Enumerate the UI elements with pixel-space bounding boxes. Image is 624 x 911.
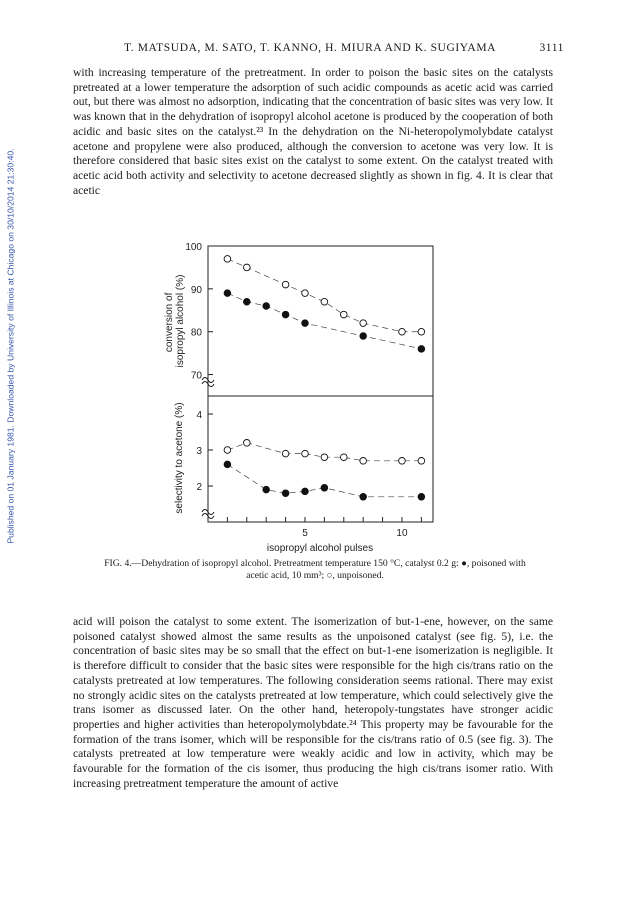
unpoisoned-point	[302, 290, 309, 297]
poisoned-point	[282, 490, 289, 497]
data-markers	[224, 256, 425, 501]
poisoned-point	[321, 485, 328, 492]
poisoned-point	[243, 298, 250, 305]
poisoned-point	[418, 346, 425, 353]
conversion-panel-frame	[208, 246, 433, 396]
conversion-y-label-line1: conversion of	[164, 292, 175, 353]
unpoisoned-point	[399, 458, 406, 465]
unpoisoned-point	[243, 440, 250, 447]
poisoned-point	[360, 333, 367, 340]
running-header	[124, 42, 564, 54]
unpoisoned-point	[282, 450, 289, 457]
page-number: 3111	[539, 42, 564, 54]
unpoisoned-point	[360, 320, 367, 327]
unpoisoned-point	[243, 264, 250, 271]
unpoisoned-point	[282, 281, 289, 288]
unpoisoned-point	[302, 450, 309, 457]
poisoned-point	[263, 303, 270, 310]
unpoisoned-point	[321, 298, 328, 305]
body-paragraph-bottom: acid will poison the catalyst to some extent. The isomerization of but-1-ene, however, on the same poisoned catalyst showed almost the same results as the unpoisoned catalyst (see fig. 5), i.e. the concentration of basic sites may be so small that the effect on but-1-ene isomerization is negligible. It is therefore difficult to consider that the basic sites were responsible for the high cis/trans ratio on the catalysts pretreated at low temperatures. The following consideration seems rational. There may exist no strongly acidic sites on the catalysts pretreated at low temperature, which could selectively give the trans isomer as discussed later. On the other hand, heteropoly-tungstates have stronger acidic properties and higher activities than heteropolymolybdate.²⁴ This property may be favourable for the formation of the trans isomer, which will be responsible for the cis/trans ratio of 0.5 (see fig. 3). The catalysts pretreated at low temperature were weakly acidic and low in activity, which may be favourable for the formation of the cis isomer, thus producing the high cis/trans isomer ratio. With increasing pretreatment temperature the amount of active	[73, 615, 553, 790]
y-tick-label: 80	[190, 327, 202, 339]
y-tick-label: 70	[190, 370, 202, 382]
poisoned-point	[282, 311, 289, 318]
poisoned-point	[418, 494, 425, 501]
figure-4-chart	[160, 236, 450, 556]
y-tick-label: 90	[190, 284, 202, 296]
x-axis-label: isopropyl alcohol pulses	[266, 543, 374, 554]
body-paragraph-top: with increasing temperature of the pretreatment. In order to poison the basic sites on the catalysts pretreated at a lower temperature the adsorption of such acidic compounds as acetic acid was carried out, but there was almost no adsorption, indicating that the concentration of basic sites was very low. It was known that in the dehydration of isopropyl alcohol acetone is produced by the cooperation of both acidic and basic sites on the catalyst.²³ In the dehydration on the Ni-heteropolymolybdate catalyst acetone and propylene were also produced, although the conversion to acetone was very low. It is therefore considered that basic sites exist on the catalyst to some extent. On the catalyst treated with acetic acid both activity and selectivity to acetone decreased slightly as shown in fig. 4. It is clear that acetic	[73, 66, 553, 197]
download-note: Published on 01 January 1981. Downloaded by University of Illinois at Chicago on 30/10/2014 21:30:40.	[6, 148, 17, 544]
x-tick-label: 5	[302, 528, 308, 539]
unpoisoned-point	[321, 454, 328, 461]
conversion-y-label-line2: isopropyl alcohol (%)	[175, 274, 186, 368]
x-tick-label: 10	[396, 528, 408, 539]
unpoisoned-point	[418, 458, 425, 465]
header-authors: T. MATSUDA, M. SATO, T. KANNO, H. MIURA AND K. SUGIYAMA	[124, 42, 497, 54]
poisoned-trend-line-selectivity	[227, 464, 421, 496]
unpoisoned-point	[360, 458, 367, 465]
y-tick-label: 2	[196, 482, 202, 493]
poisoned-point	[302, 488, 309, 495]
unpoisoned-point	[340, 454, 347, 461]
unpoisoned-trend-line-conversion	[227, 259, 421, 332]
download-watermark	[2, 96, 20, 596]
unpoisoned-point	[399, 328, 406, 335]
conversion-y-axis-label	[164, 275, 186, 368]
selectivity-y-axis-label: selectivity to acetone (%)	[174, 402, 185, 514]
poisoned-point	[224, 290, 231, 297]
unpoisoned-point	[340, 311, 347, 318]
figure-caption: FIG. 4.—Dehydration of isopropyl alcohol. Pretreatment temperature 150 °C, catalyst 0.2 g: ●, poisoned with acetic acid, 10 mm³; ○, unpoisoned.	[104, 558, 526, 581]
poisoned-point	[224, 461, 231, 468]
y-tick-label: 100	[185, 242, 202, 253]
unpoisoned-point	[224, 256, 231, 263]
poisoned-point	[263, 486, 270, 493]
unpoisoned-point	[418, 328, 425, 335]
poisoned-point	[302, 320, 309, 327]
unpoisoned-point	[224, 447, 231, 454]
trend-curves	[227, 259, 421, 497]
poisoned-point	[360, 494, 367, 501]
y-tick-label: 3	[196, 446, 202, 457]
y-tick-label: 4	[196, 410, 202, 421]
figure-4	[160, 236, 450, 566]
